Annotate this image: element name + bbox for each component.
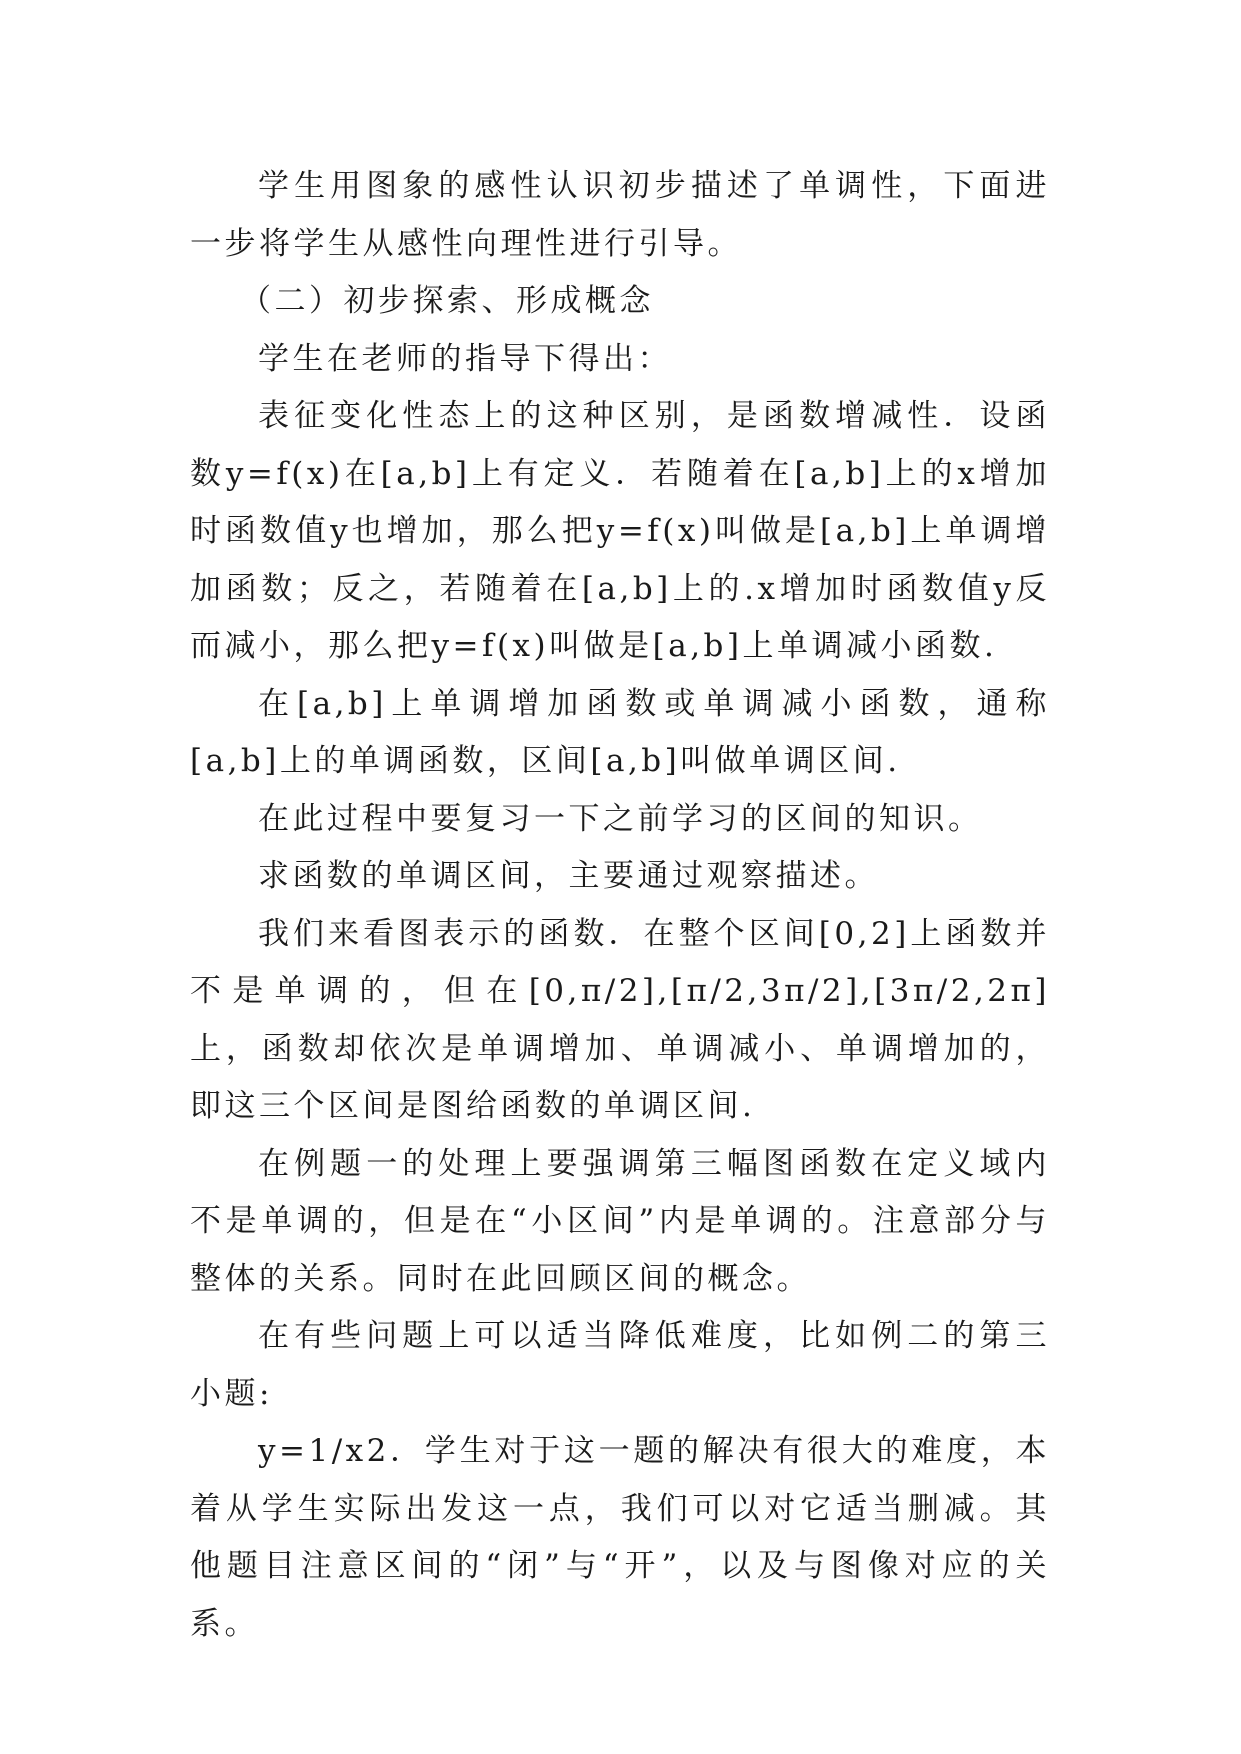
document-body (190, 158, 1050, 1653)
paragraph-monotonic-interval: 在[a,b]上单调增加函数或单调减小函数，通称[a,b]上的单调函数，区间[a,b]叫做单调区间. (190, 685, 1050, 779)
paragraph-example-graph: 我们来看图表示的函数．在整个区间[0,2]上函数并不是单调的，但在[0,π/2],[π/2,3π/2],[3π/2,2π]上，函数却依次是单调增加、单调减小、单调增加的，即这三个区间是图给函数的单调区间. (190, 915, 1050, 1124)
paragraph-observation: 求函数的单调区间，主要通过观察描述。 (258, 858, 879, 894)
paragraph-intro: 学生用图象的感性认识初步描述了单调性，下面进一步将学生从感性向理性进行引导。 (190, 168, 1050, 262)
paragraph-difficulty: 在有些问题上可以适当降低难度，比如例二的第三小题: (190, 1318, 1050, 1412)
paragraph-example-one: 在例题一的处理上要强调第三幅图函数在定义域内不是单调的，但是在“小区间”内是单调的。注意部分与整体的关系。同时在此回顾区间的概念。 (190, 1145, 1050, 1297)
section-heading: （二）初步探索、形成概念 (240, 283, 654, 319)
paragraph-derivation: 学生在老师的指导下得出： (258, 340, 672, 377)
paragraph-example-two: y=1/x2．学生对于这一题的解决有很大的难度，本着从学生实际出发这一点，我们可以对它适当删减。其他题目注意区间的“闭”与“开”，以及与图像对应的关系。 (190, 1433, 1050, 1642)
paragraph-definition: 表征变化性态上的这种区别，是函数增减性．设函数y=f(x)在[a,b]上有定义．若随着在[a,b]上的x增加时函数值y也增加，那么把y=f(x)叫做是[a,b]上单调增加函数；反之，若随着在[a,b]上的.x增加时函数值y反而减小，那么把y=f(x)叫做是[a,b]上单调减小函数. (190, 398, 1050, 664)
paragraph-review: 在此过程中要复习一下之前学习的区间的知识。 (258, 800, 983, 837)
